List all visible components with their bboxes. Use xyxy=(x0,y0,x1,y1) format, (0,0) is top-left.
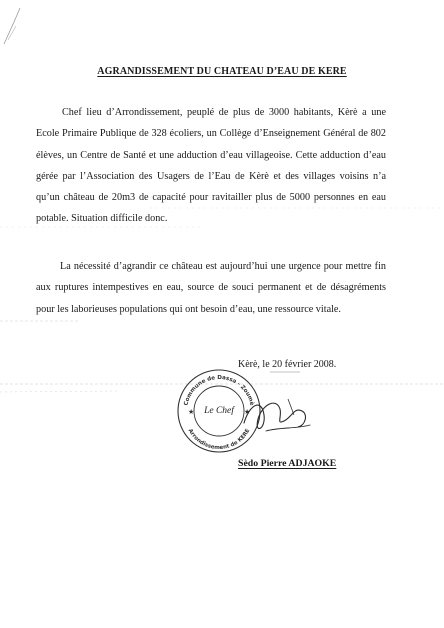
stamp-star-right-icon: ★ xyxy=(244,408,251,416)
date-line: Kèrè, le 20 février 2008. xyxy=(238,359,337,370)
stamp-ring-bottom-text: Arrondissement de KERE xyxy=(186,428,252,452)
scan-corner-mark xyxy=(0,0,40,50)
stamp-star-left-icon: ★ xyxy=(188,408,195,416)
paragraph-1: Chef lieu d’Arrondissement, peuplé de plus de 3000 habitants, Kèrè a une Ecole Primaire Publique de 328 écoliers, un Collège d’Enseignement Général de 802 élèves, un Centre de Santé et une adduction d’eau villageoise. Cette adduction d’eau gérée par l’Association des Usagers de l’Eau de Kèrè et des villages voisins n’a qu’un château de 20m3 de capacité pour ravitailler plus de 5000 personnes en eau potable. Situation difficile donc. xyxy=(36,107,386,225)
stamp-center-text: Le Chef xyxy=(204,406,234,416)
paragraph-2: La nécessité d’agrandir ce château est aujourd’hui une urgence pour mettre fin aux ruptures intempestives en eau, source de souci permanent et de désagréments pour les laborieuses populations qui ont besoin d’eau, une ressource vitale. xyxy=(36,261,386,315)
handwritten-signature xyxy=(236,385,316,445)
signatory-name: Sèdo Pierre ADJAOKE xyxy=(238,458,337,469)
document-title: AGRANDISSEMENT DU CHATEAU D’EAU DE KERE xyxy=(97,66,347,77)
stamp-ring-top-text: Commune de Dassa - Zoumè xyxy=(183,374,255,407)
